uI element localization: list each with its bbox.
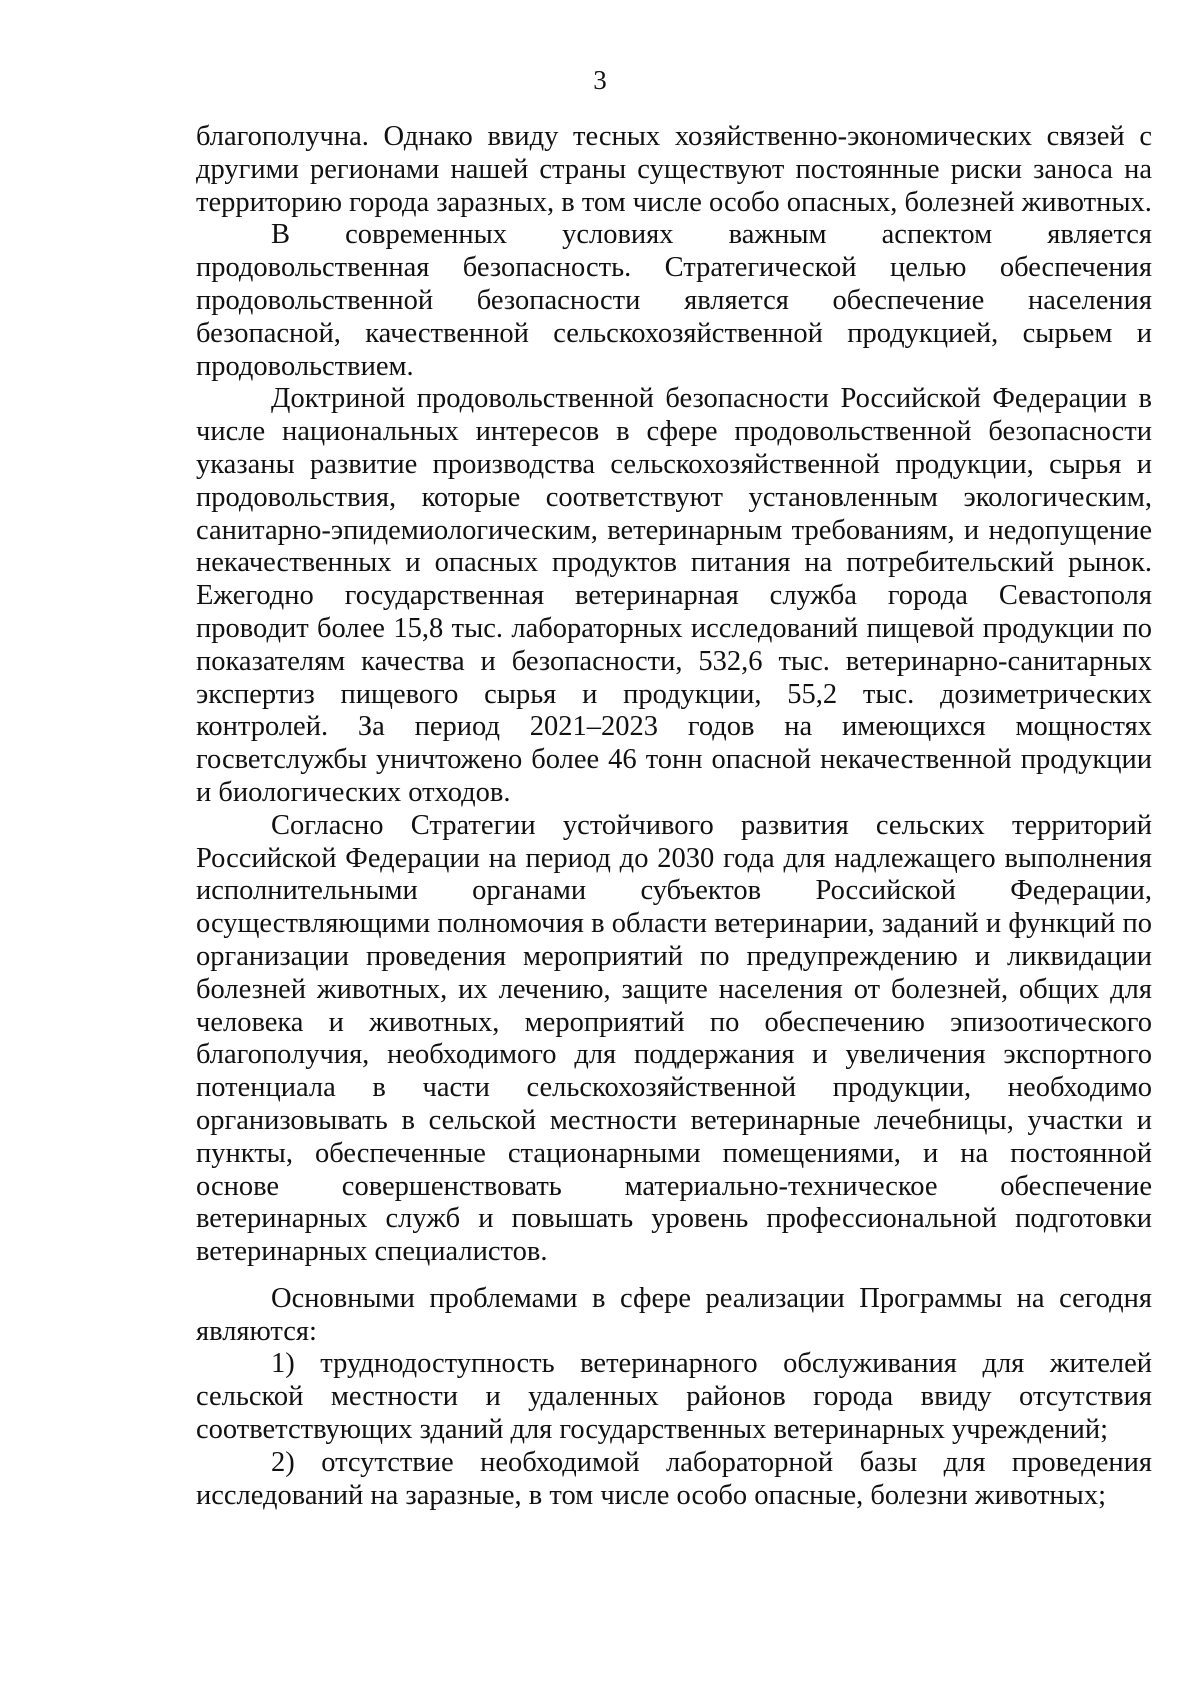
paragraph-strategy: Согласно Стратегии устойчивого развития сельских территорий Российской Федерации на период до 2030 года для надлежащего выполнения исполнительными органами субъектов Российской Федерации, осуществляющими полномочия в области ветеринарии, заданий и функций по организации проведения мероприятий по предупреждению и ликвидации болезней животных, их лечению, защите населения от болезней, общих для человека и животных, мероприятий по обеспечению эпизоотического благополучия, необходимого для поддержания и увеличения экспортного потенциала в части сельскохозяйственной продукции, необходимо организовывать в сельской местности ветеринарные лечебницы, участки и пункты, обеспеченные стационарными помещениями, и на постоянной основе совершенствовать материально-техническое обеспечение ветеринарных служб и повышать уровень профессиональной подготовки ветеринарных специалистов. [196,809,1152,1268]
paragraph-doctrine: Доктриной продовольственной безопасности Российской Федерации в числе национальных интересов в сфере продовольственной безопасности указаны развитие производства сельскохозяйственной продукции, сырья и продовольствия, которые соответствуют установленным экологическим, санитарно-эпидемиологическим, ветеринарным требованиям, и недопущение некачественных и опасных продуктов питания на потребительский рынок. Ежегодно государственная ветеринарная служба города Севастополя проводит более 15,8 тыс. лабораторных исследований пищевой продукции по показателям качества и безопасности, 532,6 тыс. ветеринарно-санитарных экспертиз пищевого сырья и продукции, 55,2 тыс. дозиметрических контролей. За период 2021–2023 годов на имеющихся мощностях госветслужбы уничтожено более 46 тонн опасной некачественной продукции и биологических отходов. [196,383,1152,808]
paragraph-food-security: В современных условиях важным аспектом является продовольственная безопасность. Стратегической целью обеспечения продовольственной безопасности является обеспечение населения безопасной, качественной сельскохозяйственной продукцией, сырьем и продовольствием. [196,219,1152,382]
list-item-problem-2: 2) отсутствие необходимой лабораторной базы для проведения исследований на заразные, в том числе особо опасные, болезни животных; [196,1446,1152,1511]
list-item-problem-1: 1) труднодоступность ветеринарного обслуживания для жителей сельской местности и удаленных районов города ввиду отсутствия соответствующих зданий для государственных ветеринарных учреждений; [196,1348,1152,1446]
page-number: 3 [593,65,607,95]
paragraph-continuation: благополучна. Однако ввиду тесных хозяйственно-экономических связей с другими регионами нашей страны существуют постоянные риски заноса на территорию города заразных, в том числе особо опасных, болезней животных. [196,121,1152,218]
paragraph-problems-intro: Основными проблемами в сфере реализации Программы на сегодня являются: [196,1282,1152,1347]
document-body [196,121,1152,1512]
